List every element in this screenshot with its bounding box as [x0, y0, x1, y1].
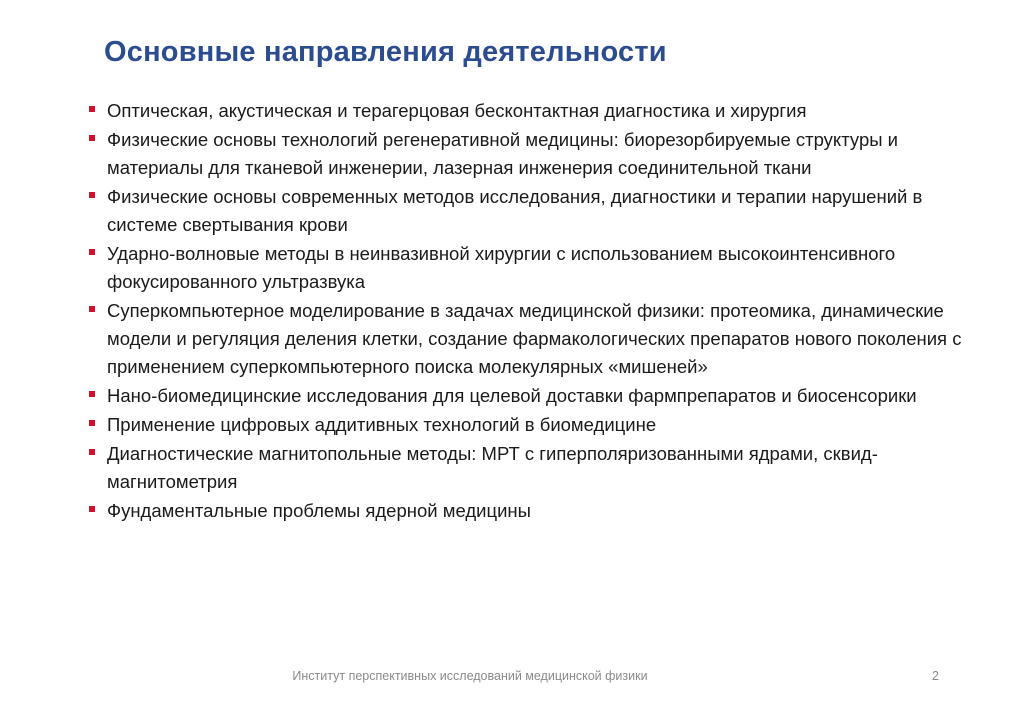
page-number: 2 [932, 669, 939, 683]
list-item [88, 97, 968, 125]
square-bullet-icon [89, 506, 95, 512]
list-item-text: Ударно-волновые методы в неинвазивной хирургии с использованием высокоинтенсивного фокусированного ультразвука [107, 243, 896, 292]
footer-institute-name: Институт перспективных исследований медицинской физики [292, 669, 648, 683]
square-bullet-icon [89, 106, 95, 112]
list-item-text: Суперкомпьютерное моделирование в задачах медицинской физики: протеомика, динамические модели и регуляция деления клетки, создание фармакологических препаратов нового поколения с применением суперкомпьютерного поиска молекулярных «мишеней» [107, 300, 962, 377]
square-bullet-icon [89, 306, 95, 312]
list-item-text: Нано-биомедицинские исследования для целевой доставки фармпрепаратов и биосенсорики [107, 385, 917, 406]
list-item [88, 240, 968, 296]
list-item-text: Оптическая, акустическая и терагерцовая бесконтактная диагностика и хирургия [107, 100, 807, 121]
list-item [88, 382, 968, 410]
square-bullet-icon [89, 420, 95, 426]
list-item-text: Фундаментальные проблемы ядерной медицины [107, 500, 531, 521]
list-item [88, 126, 968, 182]
directions-list [88, 97, 968, 526]
list-item [88, 297, 968, 381]
square-bullet-icon [89, 192, 95, 198]
list-item [88, 440, 968, 496]
list-item [88, 183, 968, 239]
square-bullet-icon [89, 391, 95, 397]
square-bullet-icon [89, 135, 95, 141]
list-item [88, 497, 968, 525]
list-item-text: Физические основы современных методов исследования, диагностики и терапии нарушений в системе свертывания крови [107, 186, 923, 235]
square-bullet-icon [89, 449, 95, 455]
slide-title: Основные направления деятельности [104, 36, 667, 68]
list-item-text: Диагностические магнитопольные методы: МРТ с гиперполяризованными ядрами, сквид-магнитометрия [107, 443, 878, 492]
square-bullet-icon [89, 249, 95, 255]
list-item-text: Физические основы технологий регенеративной медицины: биорезорбируемые структуры и материалы для тканевой инженерии, лазерная инженерия соединительной ткани [107, 129, 899, 178]
list-item-text: Применение цифровых аддитивных технологий в биомедицине [107, 414, 657, 435]
list-item [88, 411, 968, 439]
